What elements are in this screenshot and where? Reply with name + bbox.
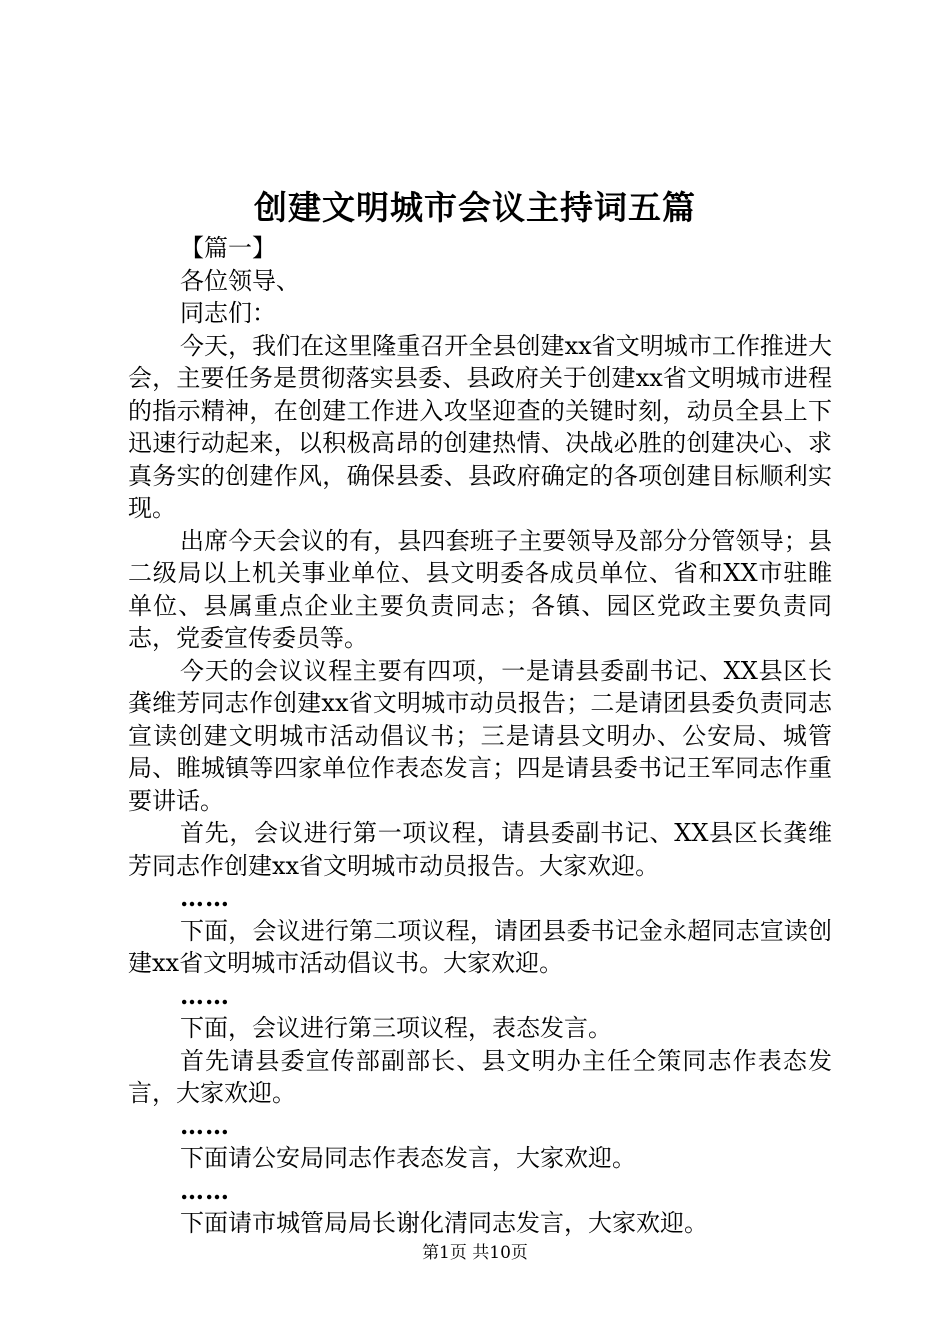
paragraph-speaker-3: 下面请市城管局局长谢化清同志发言，大家欢迎。: [180, 1209, 708, 1237]
page-footer: 第1页 共10页: [422, 1243, 528, 1263]
paragraph-agenda: 今天的会议议程主要有四项，一是请县委副书记、XX县区长龚维芳同志作创建xx省文明城市动员报告；二是请团县委负责同志宣读创建文明城市活动倡议书；三是请县文明办、公安局、城管局、睢城镇等四家单位作表态发言；四是请县委书记王军同志作重要讲话。: [128, 656, 832, 815]
greeting-line-2: 同志们：: [180, 299, 276, 327]
paragraph-speaker-1: 首先请县委宣传部副部长、县文明办主任仝策同志作表态发言，大家欢迎。: [128, 1046, 832, 1107]
document-title: 创建文明城市会议主持词五篇: [254, 188, 696, 227]
paragraph-attendees: 出席今天会议的有，县四套班子主要领导及部分分管领导；县二级局以上机关事业单位、县文明委各成员单位、省和XX市驻睢单位、县属重点企业主要负责同志；各镇、园区党政主要负责同志，党委宣传委员等。: [128, 526, 832, 652]
paragraph-item-two: 下面，会议进行第二项议程，请团县委书记金永超同志宣读创建xx省文明城市活动倡议书。大家欢迎。: [128, 916, 832, 977]
ellipsis-4: ……: [180, 1175, 230, 1205]
section-heading: 【篇一】: [180, 234, 276, 262]
greeting-line-1: 各位领导、: [180, 266, 300, 295]
ellipsis-1: ……: [180, 883, 230, 912]
paragraph-opening: 今天，我们在这里隆重召开全县创建xx省文明城市工作推进大会，主要任务是贯彻落实县委、县政府关于创建xx省文明城市进程的指示精神，在创建工作进入攻坚迎查的关键时刻，动员全县上下迅速行动起来，以积极高昂的创建热情、决战必胜的创建决心、求真务实的创建作风，确保县委、县政府确定的各项创建目标顺利实现。: [128, 331, 832, 522]
ellipsis-2: ……: [180, 980, 230, 1010]
document-body: [128, 232, 832, 1240]
paragraph-item-one: 首先，会议进行第一项议程，请县委副书记、XX县区长龚维芳同志作创建xx省文明城市动员报告。大家欢迎。: [128, 819, 832, 880]
paragraph-item-three: 下面，会议进行第三项议程，表态发言。: [180, 1014, 612, 1042]
ellipsis-3: ……: [180, 1110, 230, 1140]
paragraph-speaker-2: 下面请公安局同志作表态发言，大家欢迎。: [180, 1144, 636, 1172]
